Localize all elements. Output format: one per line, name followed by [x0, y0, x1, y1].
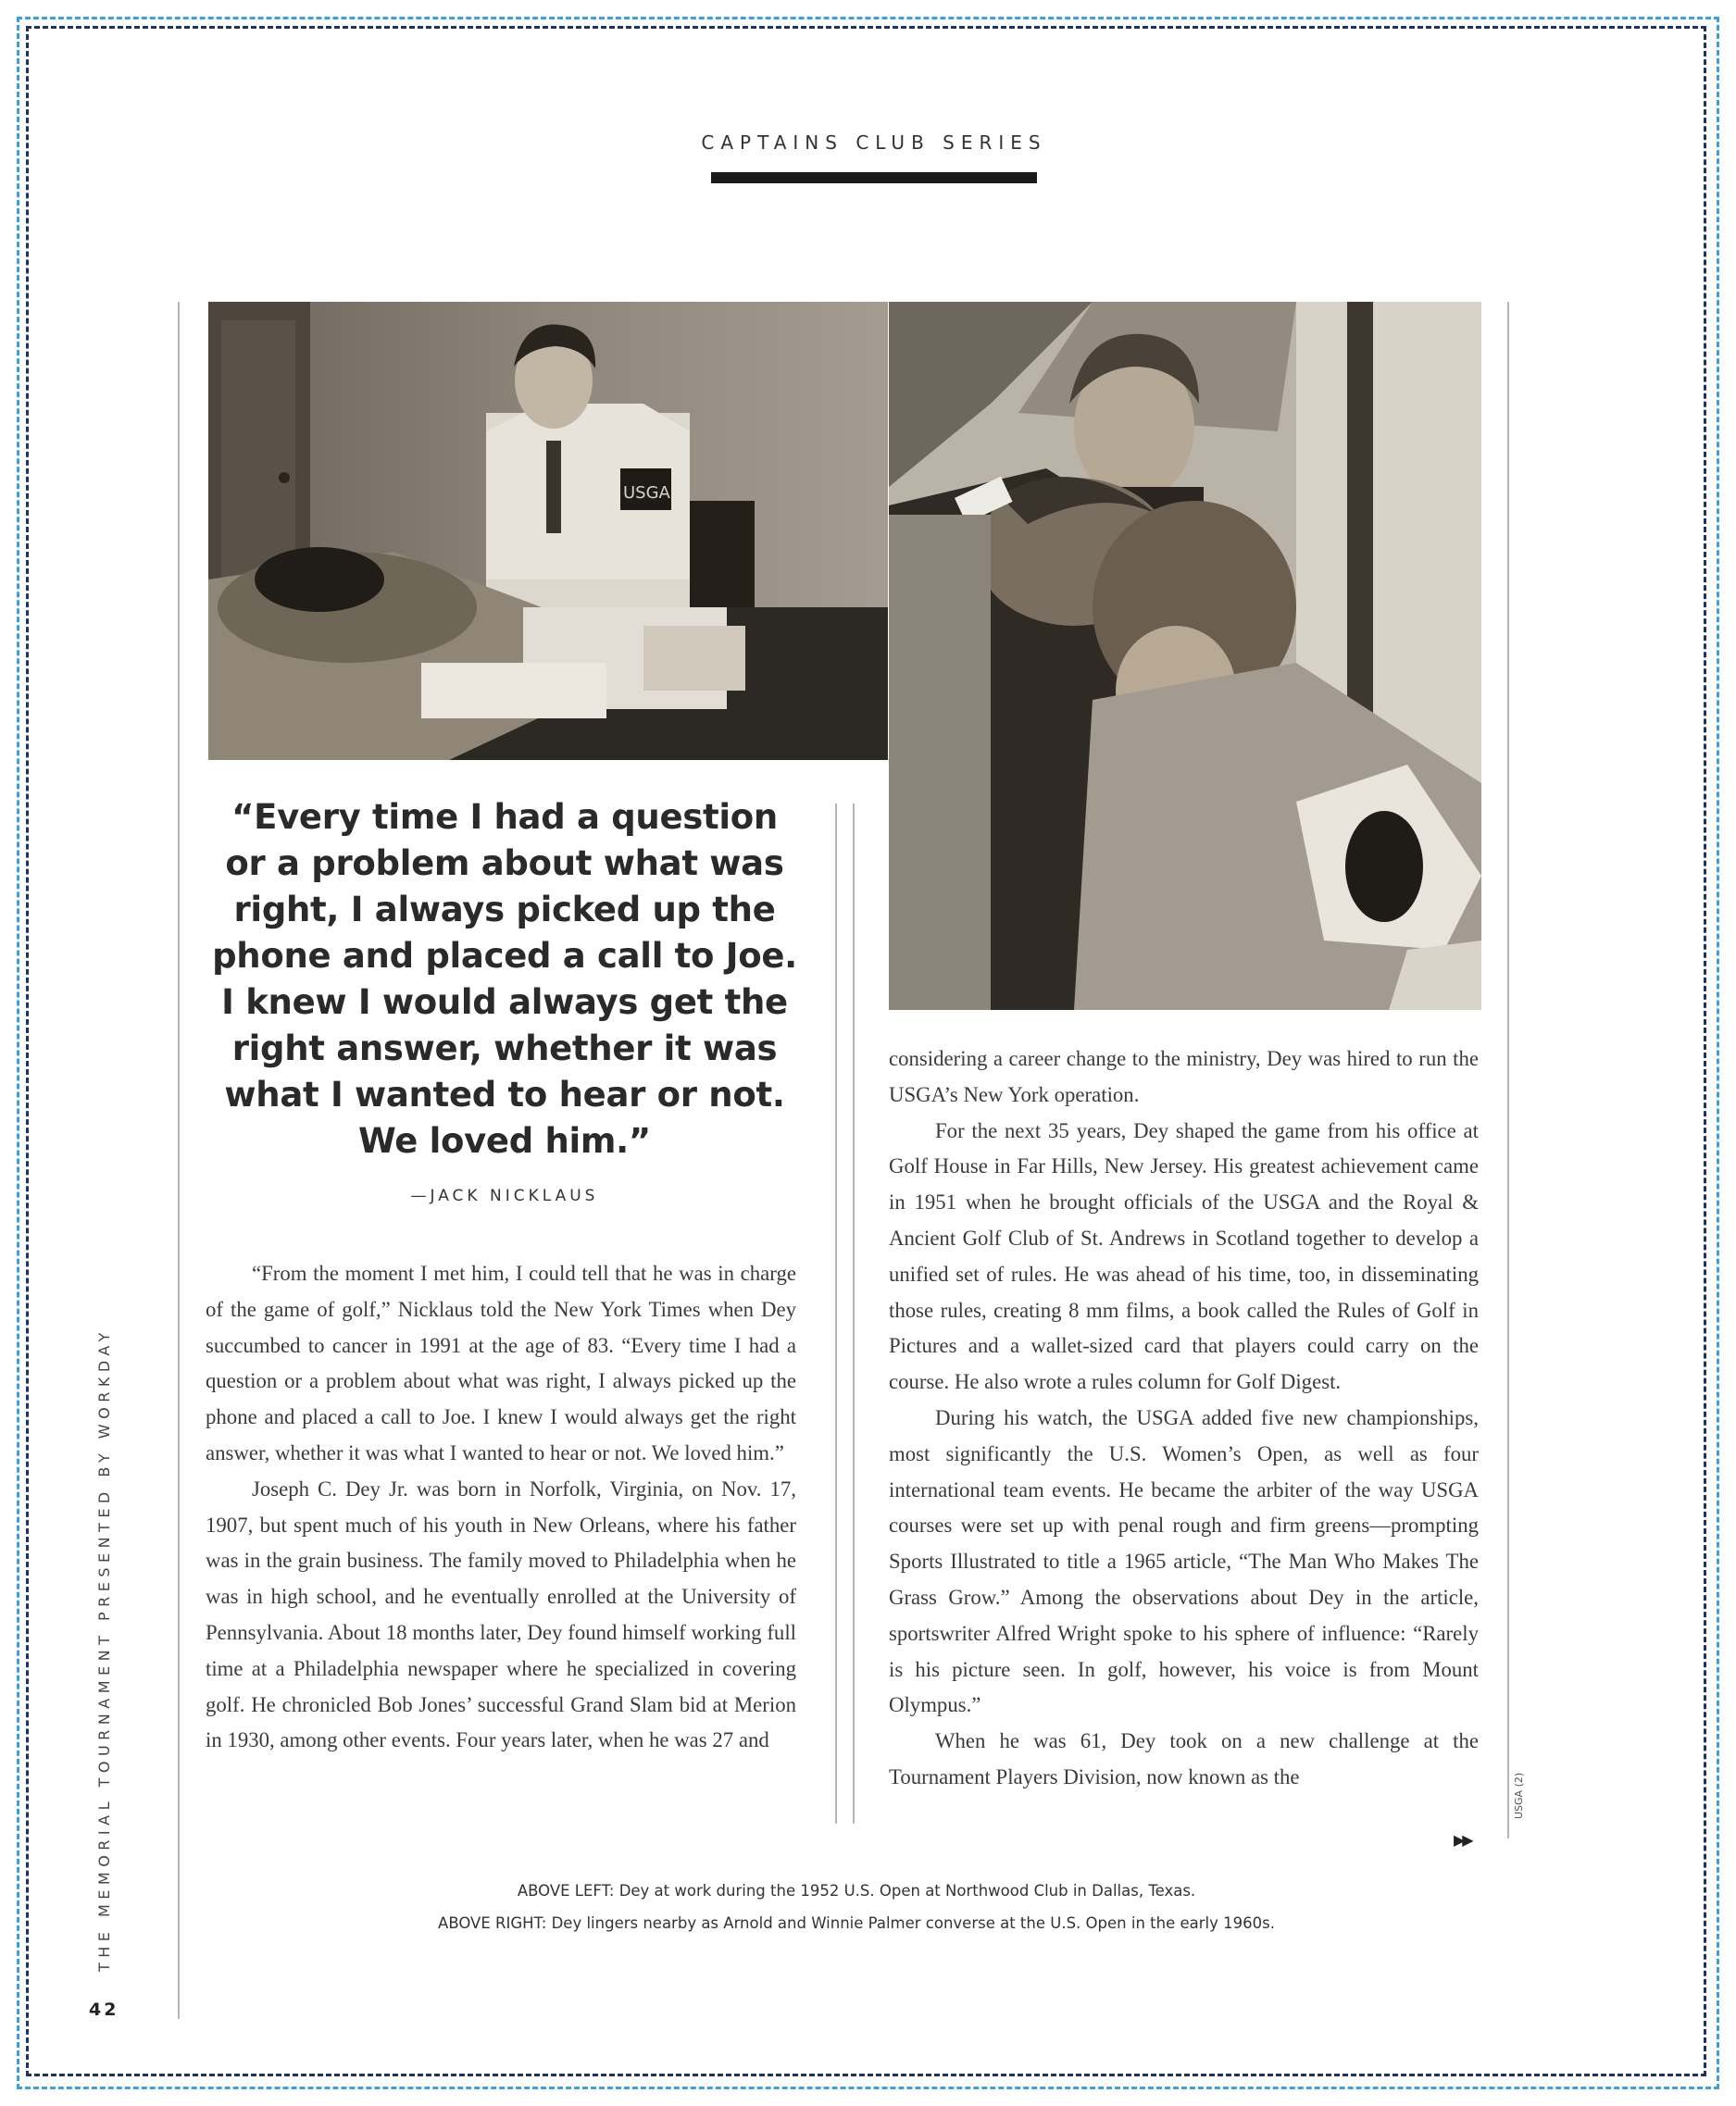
- photo-credit: USGA (2): [1513, 1772, 1525, 1819]
- usga-armband-text: USGA: [623, 483, 670, 503]
- body-paragraph: For the next 35 years, Dey shaped the game from his office at Golf House in Far Hills, New Jersey. His greatest achievement came in 1951 when he brought officials of the USGA and the Royal & Ancient Golf Club of St. Andrews in Scotland together to develop a unified set of rules. He was ahead of his time, too, in disseminating those rules, creating 8 mm films, a book called the Rules of Golf in Pictures and a wallet-sized card that players could carry on the course. He also wrote a rules column for Golf Digest.: [889, 1118, 1479, 1394]
- pullquote-line: what I wanted to hear or not.: [224, 1075, 785, 1115]
- pullquote-line: I knew I would always get the: [221, 982, 788, 1022]
- body-paragraph: During his watch, the USGA added five new championships, most significantly the U.S. Women’s Open, as well as four international team events. He became the arbiter of the way USGA courses were set up with penal rough and firm greens—prompting Sports Illustrated to title a 1965 article, “The Man Who Makes The Grass Grow.” Among the observations about Dey in the article, sportswriter Alfred Wright spoke to his sphere of influence: “Rarely is his picture seen. In golf, however, his voice is from Mount Olympus.”: [889, 1405, 1479, 1717]
- page-number: 42: [89, 2000, 119, 2020]
- body-paragraph: considering a career change to the ministry, Dey was hired to run the USGA’s New York operation.: [889, 1047, 1479, 1106]
- header-rule: [711, 172, 1037, 183]
- pullquote-attribution: —JACK NICKLAUS: [410, 1187, 599, 1205]
- series-header: CAPTAINS CLUB SERIES: [701, 131, 1047, 154]
- photo-dey-with-palmers: [889, 302, 1481, 1010]
- continue-arrow-icon: ▶▶: [1454, 1831, 1471, 1849]
- body-paragraph: “From the moment I met him, I could tell that he was in charge of the game of golf,” Nicklaus told the New York Times when Dey succumbed to cancer in 1991 at the age of 83. “Every time I had a question or a problem about what was right, I always picked up the phone and placed a call to Joe. I knew I would always get the right answer, whether it was what I wanted to hear or not. We loved him.”: [206, 1262, 796, 1464]
- pullquote-line: right answer, whether it was: [231, 1028, 778, 1068]
- body-column-right: [889, 1041, 1479, 1796]
- body-column-left: [206, 1256, 796, 1759]
- caption-above-right: ABOVE RIGHT: Dey lingers nearby as Arnold and Winnie Palmer converse at the U.S. Open in the early 1960s.: [438, 1914, 1275, 1932]
- center-rule-right: [853, 804, 855, 1824]
- left-margin-rule: [178, 302, 180, 2019]
- center-rule-left: [835, 804, 837, 1824]
- photo-dey-at-desk: [208, 302, 888, 760]
- caption-above-left: ABOVE LEFT: Dey at work during the 1952 U.S. Open at Northwood Club in Dallas, Texas.: [517, 1882, 1196, 1900]
- pullquote-line: phone and placed a call to Joe.: [212, 936, 797, 976]
- body-paragraph: When he was 61, Dey took on a new challenge at the Tournament Players Division, now known as the: [889, 1729, 1479, 1788]
- pullquote-line: right, I always picked up the: [233, 890, 776, 929]
- right-margin-rule: [1507, 302, 1509, 1838]
- pullquote: [204, 794, 806, 1165]
- body-paragraph: Joseph C. Dey Jr. was born in Norfolk, Virginia, on Nov. 17, 1907, but spent much of his youth in New Orleans, where his father was in the grain business. The family moved to Philadelphia when he was in high school, and he eventually enrolled at the University of Pennsylvania. About 18 months later, Dey found himself working full time at a Philadelphia newspaper where he specialized in covering golf. He chronicled Bob Jones’ successful Grand Slam bid at Merion in 1930, among other events. Four years later, when he was 27 and: [206, 1477, 796, 1752]
- pullquote-line: We loved him.”: [358, 1121, 651, 1161]
- side-label: THE MEMORIAL TOURNAMENT PRESENTED BY WORKDAY: [95, 1327, 113, 1972]
- pullquote-line: “Every time I had a question: [231, 797, 778, 837]
- pullquote-line: or a problem about what was: [225, 843, 784, 883]
